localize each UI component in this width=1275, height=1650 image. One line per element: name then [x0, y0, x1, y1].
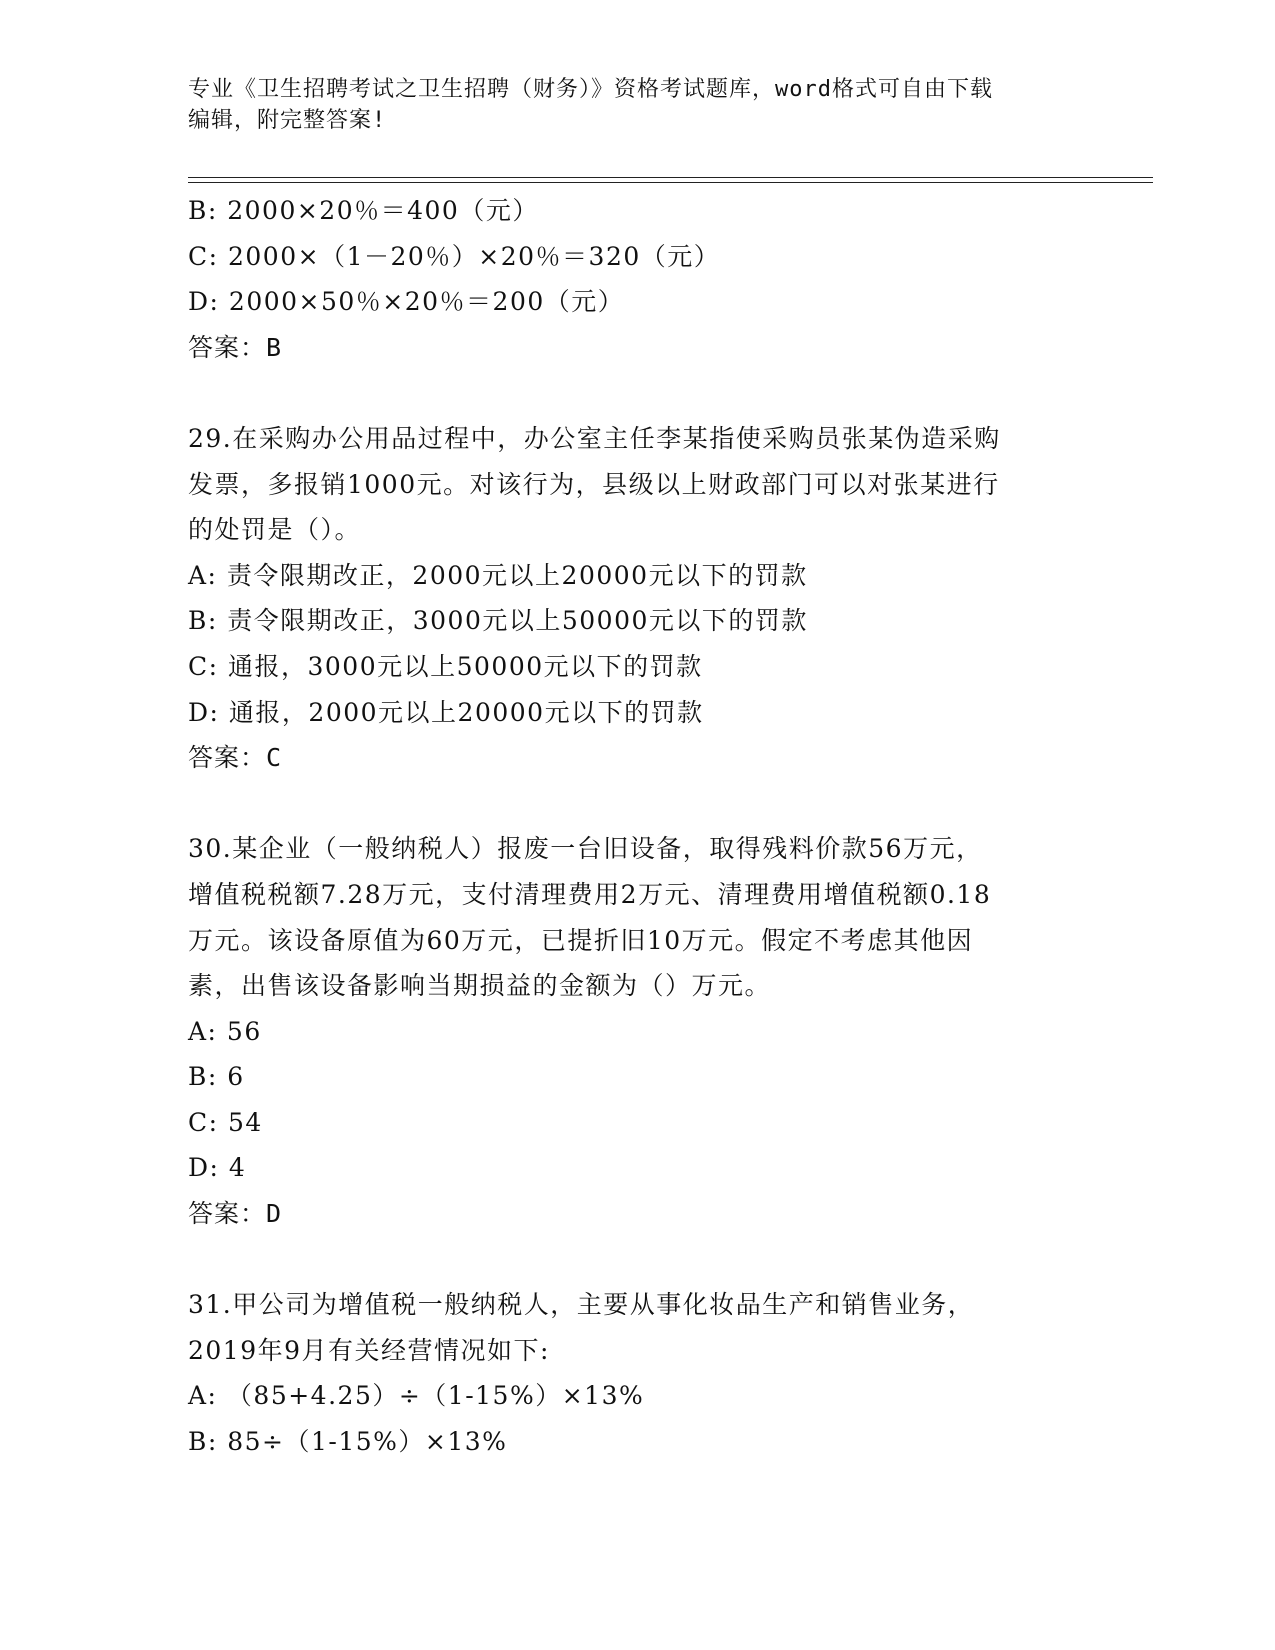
answer-line: 答案：D: [188, 1199, 283, 1229]
question-31: [188, 1282, 1088, 1464]
option-b: B: 责令限期改正，3000元以上50000元以下的罚款: [188, 606, 808, 636]
question-30: [188, 826, 1088, 1236]
question-stem-line: 的处罚是（）。: [188, 515, 362, 545]
option-c: C: 通报，3000元以上50000元以下的罚款: [188, 651, 703, 681]
question-stem-line: 素，出售该设备影响当期损益的金额为（）万元。: [188, 971, 772, 1001]
option-c: C: 2000×（1－20％）×20％＝320（元）: [188, 241, 721, 271]
question-29: [188, 416, 1088, 781]
question-stem-line: 30.某企业（一般纳税人）报废一台旧设备，取得残料价款56万元，: [188, 834, 983, 864]
header-divider-top: [188, 177, 1153, 178]
question-stem-line: 发票，多报销1000元。对该行为，县级以上财政部门可以对张某进行: [188, 469, 1000, 499]
question-stem-line: 2019年9月有关经营情况如下:: [188, 1335, 550, 1365]
option-a: A: （85+4.25）÷（1-15%）×13%: [188, 1381, 645, 1411]
question-stem-line: 29.在采购办公用品过程中，办公室主任李某指使采购员张某伪造采购: [188, 423, 1001, 453]
header-divider-bottom: [188, 182, 1153, 183]
option-b: B: 85÷（1-15%）×13%: [188, 1427, 508, 1457]
answer-line: 答案：B: [188, 332, 283, 362]
question-stem-line: 31.甲公司为增值税一般纳税人，主要从事化妆品生产和销售业务，: [188, 1290, 975, 1320]
document-body: [188, 188, 1088, 1465]
document-header: [188, 74, 1088, 136]
spacer: [188, 370, 1088, 416]
option-a: A: 责令限期改正，2000元以上20000元以下的罚款: [188, 560, 808, 590]
option-d: D: 2000×50％×20％＝200（元）: [188, 287, 625, 317]
header-line-2: 编辑，附完整答案!: [188, 108, 387, 133]
spacer: [188, 1237, 1088, 1283]
question-28-tail: [188, 188, 1088, 370]
option-d: D: 4: [188, 1153, 247, 1183]
question-stem-line: 增值税税额7.28万元，支付清理费用2万元、清理费用增值税额0.18: [188, 879, 992, 909]
answer-line: 答案：C: [188, 743, 283, 773]
option-a: A: 56: [188, 1016, 262, 1046]
option-c: C: 54: [188, 1107, 263, 1137]
question-stem-line: 万元。该设备原值为60万元，已提折旧10万元。假定不考虑其他因: [188, 925, 974, 955]
option-b: B: 2000×20％＝400（元）: [188, 196, 539, 225]
spacer: [188, 781, 1088, 827]
option-b: B: 6: [188, 1062, 245, 1092]
option-d: D: 通报，2000元以上20000元以下的罚款: [188, 697, 704, 727]
header-line-1: 专业《卫生招聘考试之卫生招聘（财务）》资格考试题库，word格式可自由下载: [188, 77, 993, 102]
